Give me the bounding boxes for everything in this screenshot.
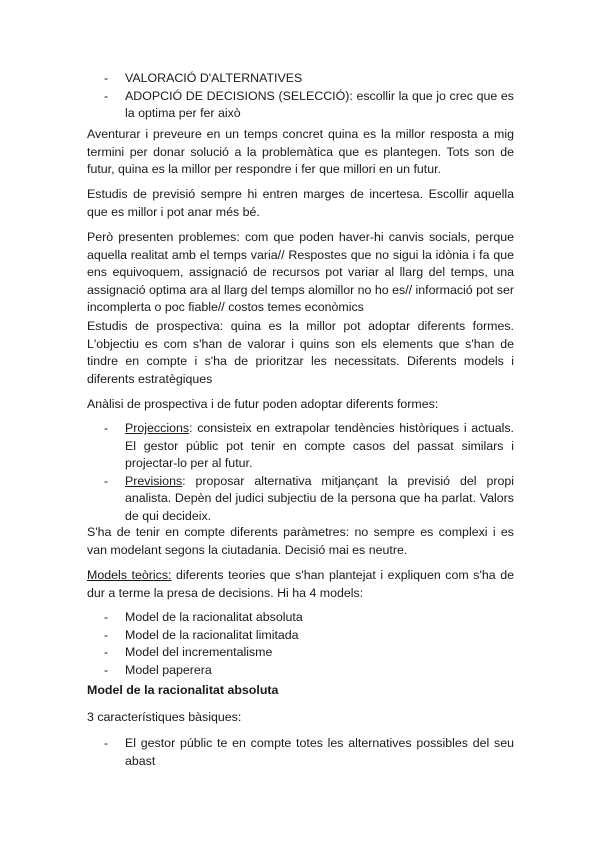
list-item — [104, 735, 514, 770]
paragraph-models — [87, 567, 514, 602]
phases-list — [104, 70, 514, 123]
paragraph-models-text: diferents teories que s'han plantejat i expliquen com s'ha de dur a terme la presa de decisions. Hi ha 4 models: — [87, 568, 514, 600]
list-dash: - — [104, 645, 109, 659]
list-item-text: VALORACIÓ D'ALTERNATIVES — [125, 71, 303, 85]
forms-list — [104, 420, 514, 525]
paragraph-aventurar: Aventurar i preveure en un temps concret quina es la millor resposta a mig termini per donar solució a la problemàtica que es plantegen. Tots son de futur, quina es la millor per respondre i fer que millori en un futur. — [87, 127, 514, 176]
list-dash: - — [104, 662, 109, 677]
list-dash: - — [104, 88, 109, 103]
list-item — [104, 662, 514, 680]
list-item-text: Model del incrementalisme — [125, 645, 273, 659]
list-item-text: El gestor públic te en compte totes les alternatives possibles del seu abast — [125, 736, 514, 768]
list-dash: - — [104, 627, 109, 642]
paragraph-estudis-previsio: Estudis de previsió sempre hi entren marges de incertesa. Escollir aquella que es millor i pot anar més bé. — [87, 187, 514, 219]
list-item-text: Model de la racionalitat absoluta — [125, 610, 303, 624]
paragraph-caracteristiques: 3 característiques bàsiques: — [87, 710, 242, 724]
list-item — [104, 420, 514, 473]
paragraph-analisi: Anàlisi de prospectiva i de futur poden adoptar diferents formes: — [87, 397, 439, 411]
term-projeccions: Projeccions — [125, 421, 190, 435]
list-item — [104, 88, 514, 123]
list-dash: - — [104, 473, 109, 488]
list-dash: - — [104, 421, 109, 435]
list-dash: - — [104, 610, 109, 624]
paragraph-problemes: Però presenten problemes: com que poden haver-hi canvis socials, perque aquella realitat amb el temps varia// Respostes que no sigui la idònia i fa que ens equivoquem, assignació de recursos pot variar al llarg del temps, una assignació optima ara al llarg del temps alomillor no ho es// informació pot ser incomplerta o poc fiable// costos temes econòmics — [87, 230, 514, 314]
characteristics-list — [104, 735, 514, 770]
list-dash: - — [104, 71, 109, 85]
list-item-text: : consisteix en extrapolar tendències històriques i actuals. El gestor públic pot tenir en compte casos del passat similars i projectar-lo per al futur. — [125, 421, 514, 470]
list-item — [104, 70, 514, 88]
list-item-text: Model de la racionalitat limitada — [125, 627, 299, 642]
models-list — [104, 609, 514, 679]
paragraph-parametres: S'ha de tenir en compte diferents paràmetres: no sempre es complexi i es van modelant segons la ciutadania. Decisió mai es neutre. — [87, 525, 514, 557]
list-item — [104, 609, 514, 627]
list-item — [104, 473, 514, 526]
section-heading: Model de la racionalitat absoluta — [87, 683, 279, 697]
list-item-text: : proposar alternativa mitjançant la previsió del propi analista. Depèn del judici subjectiu de la persona que ha parlat. Valors de qui decideix. — [125, 473, 514, 523]
list-dash: - — [104, 736, 109, 750]
term-previsions: Previsions — [125, 473, 183, 488]
list-item — [104, 644, 514, 662]
paragraph-prospectiva: Estudis de prospectiva: quina es la millor pot adoptar diferents formes. L'objectiu es com s'han de valorar i quins son els elements que s'han de tindre en compte i s'ha de prioritzar les necessitats. Diferents models i diferents estratègiques — [87, 319, 514, 386]
term-models-teorics: Models teòrics: — [87, 568, 172, 582]
list-item — [104, 627, 514, 645]
list-item-text: Model paperera — [125, 662, 212, 677]
list-item-text: ADOPCIÓ DE DECISIONS (SELECCIÓ): escollir la que jo crec que es la optima per fer això — [125, 88, 514, 120]
